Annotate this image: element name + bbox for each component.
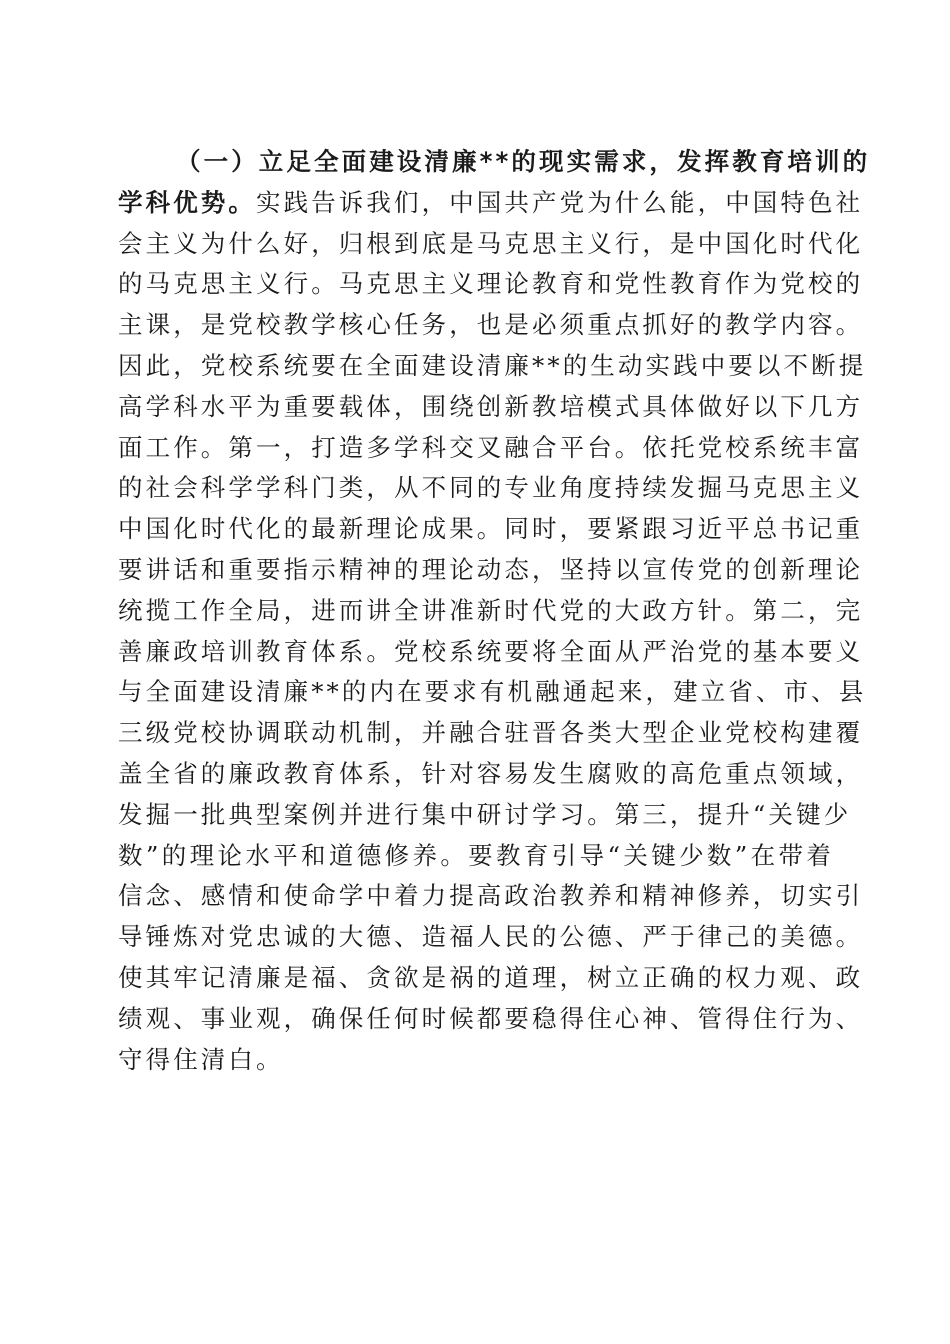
- paragraph-line: 中国化时代化的最新理论成果。同时，要紧跟习近平总书记重: [118, 514, 864, 544]
- section-heading: （一）立足全面建设清廉**的现实需求，发挥教育培训的: [176, 147, 871, 176]
- paragraph-text: 实践告诉我们，中国共产党为什么能，中国特色社: [256, 187, 864, 217]
- paragraph-line: 高学科水平为重要载体，围绕创新教培模式具体做好以下几方: [118, 391, 864, 421]
- paragraph-line: 使其牢记清廉是福、贪欲是祸的道理，树立正确的权力观、政: [118, 962, 864, 992]
- section-heading-continued: 学科优势。: [118, 187, 256, 217]
- paragraph-line-last: 守得住清白。: [118, 1044, 284, 1074]
- paragraph-line: 信念、感情和使命学中着力提高政治教养和精神修养，切实引: [118, 881, 864, 911]
- paragraph-line: 因此，党校系统要在全面建设清廉**的生动实践中要以不断提: [118, 350, 867, 380]
- paragraph-line: 善廉政培训教育体系。党校系统要将全面从严治党的基本要义: [118, 636, 864, 666]
- paragraph-line: 与全面建设清廉**的内在要求有机融通起来，建立省、市、县: [118, 677, 867, 707]
- paragraph-line: 的社会科学学科门类，从不同的专业角度持续发掘马克思主义: [118, 473, 864, 503]
- paragraph-line: 的马克思主义行。马克思主义理论教育和党性教育作为党校的: [118, 269, 864, 299]
- paragraph-line: 发掘一批典型案例并进行集中研讨学习。第三，提升“关键少: [118, 799, 852, 829]
- paragraph-line: 绩观、事业观，确保任何时候都要稳得住心神、管得住行为、: [118, 1003, 864, 1033]
- paragraph-line: 要讲话和重要指示精神的理论动态，坚持以宣传党的创新理论: [118, 554, 864, 584]
- paragraph-line: 数”的理论水平和道德修养。要教育引导“关键少数”在带着: [118, 840, 834, 870]
- paragraph-line: 面工作。第一，打造多学科交叉融合平台。依托党校系统丰富: [118, 432, 864, 462]
- paragraph-line: 导锤炼对党忠诚的大德、造福人民的公德、严于律己的美德。: [118, 922, 864, 952]
- paragraph-line: 三级党校协调联动机制，并融合驻晋各类大型企业党校构建覆: [118, 718, 864, 748]
- paragraph-line: [118, 183, 864, 224]
- paragraph-line: 会主义为什么好，归根到底是马克思主义行，是中国化时代化: [118, 228, 864, 258]
- document-body: [118, 142, 871, 1080]
- paragraph-line: 主课，是党校教学核心任务，也是必须重点抓好的教学内容。: [118, 310, 864, 340]
- paragraph-line: 统揽工作全局，进而讲全讲准新时代党的大政方针。第二，完: [118, 595, 864, 625]
- paragraph-line: 盖全省的廉政教育体系，针对容易发生腐败的高危重点领域，: [118, 758, 864, 788]
